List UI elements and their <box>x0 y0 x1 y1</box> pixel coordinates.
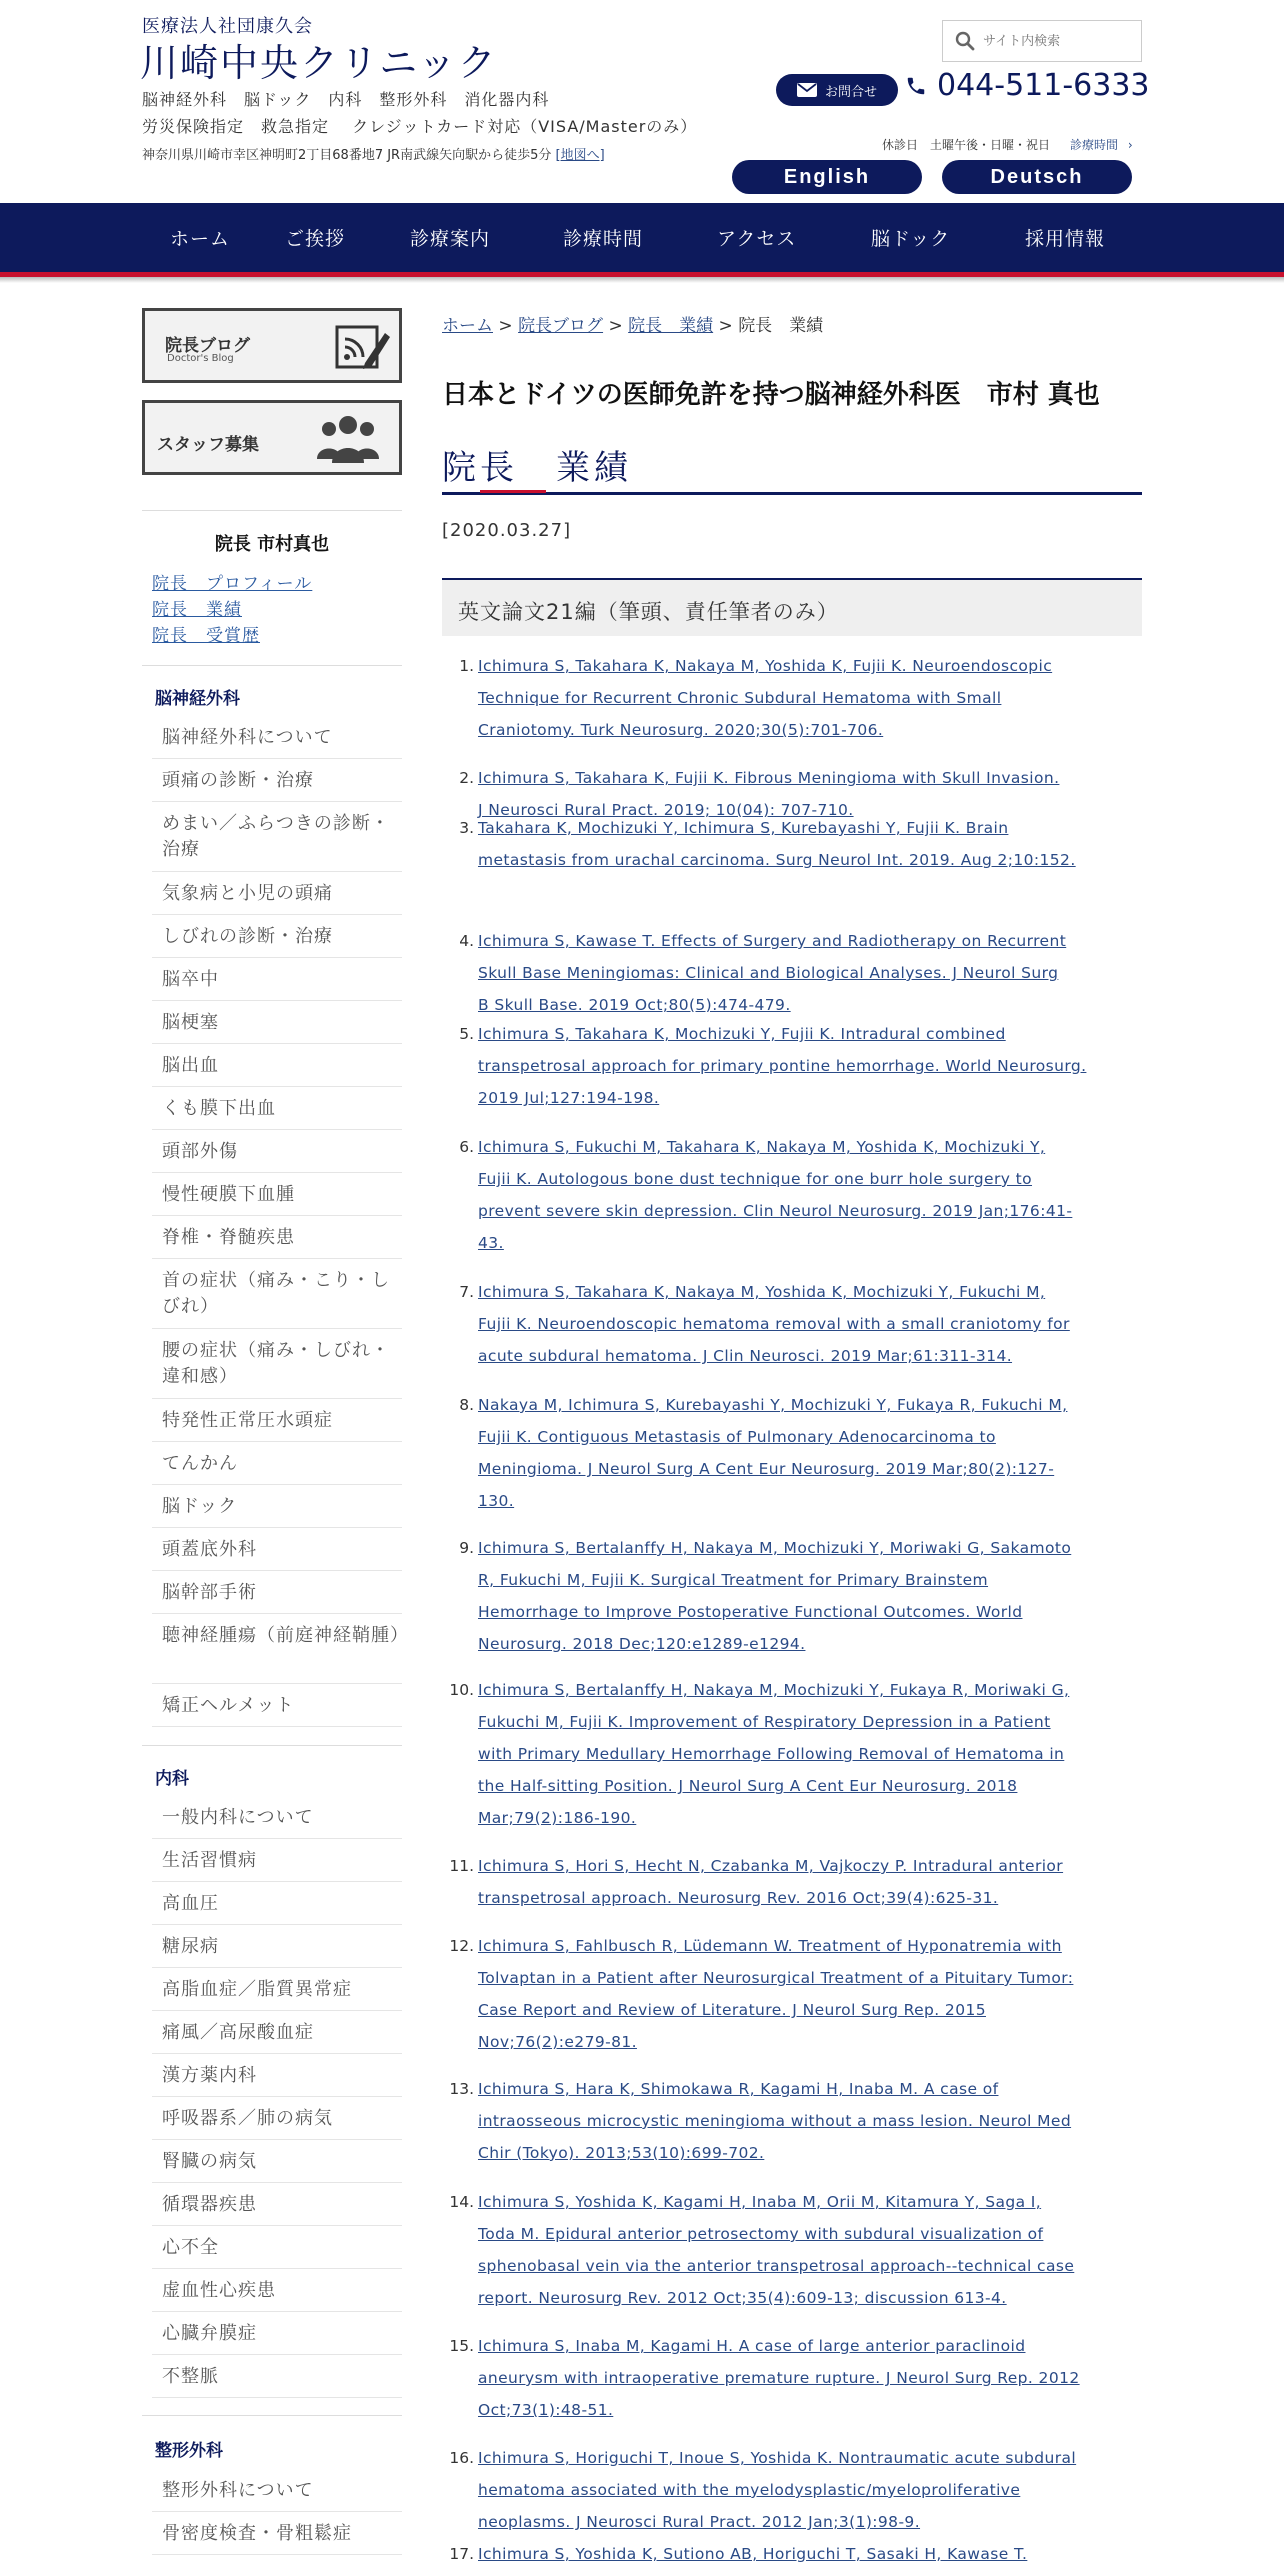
sidebar-menu-divider <box>152 2511 402 2512</box>
publication-link[interactable]: Takahara K, Mochizuki Y, Ichimura S, Kurebayashi Y, Fujii K. Brain metastasis from urachal carcinoma. Surg Neurol Int. 2019. Aug 2;10:152. <box>478 819 1076 869</box>
sidebar-menu-item[interactable]: 腰の症状（痛み・しびれ・違和感） <box>162 1340 390 1387</box>
sidebar-divider <box>142 510 402 511</box>
category-orthopedics: 整形外科 <box>155 2441 223 2461</box>
sidebar-menu-divider <box>152 1924 402 1925</box>
sidebar-menu-divider <box>152 1172 402 1173</box>
publication-link[interactable]: Ichimura S, Bertalanffy H, Nakaya M, Mochizuki Y, Fukaya R, Moriwaki G, Fukuchi M, Fujii K. Improvement of Respiratory Depression in a Patient with Primary Medullary Hemorrhage Following Removal of Hematoma in the Half-sitting Position. J Neurol Surg A Cent Eur Neurosurg. 2018 Mar;79(2):186-190. <box>478 1681 1070 1827</box>
nav-services[interactable]: 診療案内 <box>410 228 491 250</box>
features-line: 労災保険指定 救急指定 クレジットカード対応（VISA/Masterのみ） <box>142 117 698 136</box>
sidebar-menu-divider <box>152 2096 402 2097</box>
sidebar-menu-item[interactable]: 虚血性心疾患 <box>162 2280 276 2301</box>
sidebar-menu-item[interactable]: 脳卒中 <box>162 969 219 990</box>
address-text: 神奈川県川崎市幸区神明町2丁目68番地7 JR南武線矢向駅から徒歩5分 <box>142 148 552 163</box>
search-icon <box>955 31 975 51</box>
publication-number: 2. <box>459 769 474 787</box>
sidebar-menu-item[interactable]: 聴神経腫瘍（前庭神経鞘腫） <box>162 1625 409 1646</box>
phone-icon <box>905 75 927 97</box>
publication-item <box>449 1850 1144 1914</box>
sidebar-menu-item[interactable]: めまい／ふらつきの診断・治療 <box>162 813 390 860</box>
publication-item <box>459 1276 1144 1372</box>
clinic-logo[interactable]: 川崎中央クリニック <box>140 41 498 85</box>
sidebar-menu-item[interactable]: 一般内科について <box>162 1807 314 1828</box>
sidebar-menu-item[interactable]: 呼吸器系／肺の病気 <box>162 2108 333 2129</box>
sidebar-menu-divider <box>152 1129 402 1130</box>
director-achievements-link[interactable]: 院長 業績 <box>152 600 242 620</box>
publication-number: 15. <box>449 2337 474 2355</box>
sidebar-menu-item[interactable]: くも膜下出血 <box>162 1098 276 1119</box>
publication-number: 12. <box>449 1937 474 1955</box>
sidebar-menu-divider <box>152 957 402 958</box>
publication-link[interactable]: Nakaya M, Ichimura S, Kurebayashi Y, Mochizuki Y, Fukaya R, Fukuchi M, Fujii K. Contiguous Metastasis of Pulmonary Adenocarcinoma to Meningioma. J Neurol Surg A Cent Eur Neurosurg. 2019 Mar;80(2):127- 130. <box>478 1396 1068 1510</box>
map-link[interactable]: [地図へ] <box>555 148 605 163</box>
sidebar-menu-item[interactable]: 脳梗塞 <box>162 1012 219 1033</box>
publication-item <box>459 1389 1144 1517</box>
publication-item <box>459 1131 1144 1259</box>
publication-number: 3. <box>459 819 474 837</box>
publication-number: 5. <box>459 1025 474 1043</box>
breadcrumb-home[interactable]: ホーム <box>442 316 493 336</box>
sidebar-menu-divider <box>152 2268 402 2269</box>
staff-people-icon <box>315 413 381 467</box>
deutsch-button[interactable]: Deutsch <box>942 160 1132 194</box>
sidebar-menu-divider <box>152 871 402 872</box>
sidebar-menu-divider <box>152 1328 402 1329</box>
publication-number: 17. <box>449 2545 474 2563</box>
chevron-right-icon: › <box>1127 138 1133 152</box>
publication-number: 1. <box>459 657 474 675</box>
sidebar-menu-item[interactable]: 特発性正常圧水頭症 <box>162 1410 333 1431</box>
sidebar-menu-item[interactable]: 脳出血 <box>162 1055 219 1076</box>
sidebar-menu-divider <box>152 758 402 759</box>
sidebar-menu-item[interactable]: 慢性硬膜下血腫 <box>162 1184 295 1205</box>
nav-brain-dock[interactable]: 脳ドック <box>871 228 951 250</box>
sidebar-menu-divider <box>152 2354 402 2355</box>
english-button[interactable]: English <box>732 160 922 194</box>
sidebar-menu-item[interactable]: 脳ドック <box>162 1496 238 1517</box>
director-awards-link[interactable]: 院長 受賞歴 <box>152 626 260 646</box>
section-underline <box>442 492 1142 495</box>
director-heading: 院長 市村真也 <box>214 534 330 555</box>
sidebar-menu-divider <box>152 1215 402 1216</box>
section-title: 院長 業績 <box>442 448 632 488</box>
publication-number: 14. <box>449 2193 474 2211</box>
publication-link[interactable]: Ichimura S, Takahara K, Nakaya M, Yoshida K, Fujii K. Neuroendoscopic Technique for Recurrent Chronic Subdural Hematoma with Small Craniotomy. Turk Neurosurg. 2020;30(5):701-706. <box>478 657 1053 739</box>
publication-number: 6. <box>459 1138 474 1156</box>
sidebar-menu-divider <box>152 801 402 802</box>
staff-banner-title: スタッフ募集 <box>157 435 259 455</box>
sidebar-menu-divider <box>152 1967 402 1968</box>
sidebar-menu-divider <box>152 2397 402 2398</box>
publication-link[interactable]: Ichimura S, Hori S, Hecht N, Czabanka M, Vajkoczy P. Intradural anterior transpetrosal approach. Neurosurg Rev. 2016 Oct;39(4):625-31. <box>478 1857 1064 1907</box>
publication-item <box>459 925 1144 1021</box>
page-title: 日本とドイツの医師免許を持つ脳神経外科医 市村 真也 <box>442 380 1100 410</box>
blog-banner[interactable] <box>142 308 402 383</box>
sidebar-menu-divider <box>152 1683 402 1684</box>
publication-link[interactable]: Ichimura S, Takahara K, Fujii K. Fibrous Meningioma with Skull Invasion. J Neurosci Rural Pract. 2019; 10(04): 707-710. <box>478 769 1060 819</box>
sidebar-menu-divider <box>152 2554 402 2555</box>
publication-number: 13. <box>449 2080 474 2098</box>
publication-item <box>449 2073 1144 2169</box>
publication-number: 16. <box>449 2449 474 2467</box>
sidebar-menu-item[interactable]: 気象病と小児の頭痛 <box>162 883 333 904</box>
publication-item <box>449 2538 1144 2568</box>
sidebar-menu-item[interactable]: 高脂血症／脂質異常症 <box>162 1979 352 2000</box>
subheading-box <box>442 578 1142 636</box>
breadcrumb <box>442 311 823 336</box>
sidebar-menu-divider <box>152 1570 402 1571</box>
nav-greeting[interactable]: ご挨拶 <box>285 228 346 250</box>
category-neurosurgery: 脳神経外科 <box>155 689 240 709</box>
sidebar-menu-item[interactable]: 心不全 <box>162 2237 219 2258</box>
phone-number[interactable] <box>905 68 1150 103</box>
publication-link[interactable]: Ichimura S, Takahara K, Mochizuki Y, Fujii K. Intradural combined transpetrosal approach for primary pontine hemorrhage. World Neurosurg. 2019 Jul;127:194-198. <box>478 1025 1087 1107</box>
sidebar-menu-divider <box>152 1441 402 1442</box>
publication-item <box>449 1674 1144 1834</box>
hours-link-label: 診療時間 <box>1070 138 1119 152</box>
publication-number: 8. <box>459 1396 474 1414</box>
sidebar-menu-item[interactable]: 糖尿病 <box>162 1936 219 1957</box>
address <box>142 144 605 163</box>
sidebar-menu-divider <box>152 1613 402 1614</box>
sidebar-menu-item[interactable]: 脳神経外科について <box>162 727 333 748</box>
sidebar-menu-item[interactable]: 脊椎・脊髄疾患 <box>162 1227 295 1248</box>
sidebar-menu-item[interactable]: 首の症状（痛み・こり・しびれ） <box>162 1270 390 1317</box>
sidebar-menu-divider <box>152 1484 402 1485</box>
mail-icon <box>797 83 817 97</box>
phone-text: 044-511-6333 <box>937 68 1150 103</box>
sidebar-menu-divider <box>152 2182 402 2183</box>
blog-banner-title: 院長ブログ <box>165 336 250 356</box>
director-profile-link[interactable]: 院長 プロフィール <box>152 574 313 594</box>
publication-number: 10. <box>449 1681 474 1699</box>
sidebar-menu-divider <box>152 1881 402 1882</box>
hours-link[interactable] <box>1070 136 1133 153</box>
publication-link[interactable]: Ichimura S, Fukuchi M, Takahara K, Nakaya M, Yoshida K, Mochizuki Y, Fujii K. Autologous bone dust technique for one burr hole surgery to prevent severe skin depression. Clin Neurol Neurosurg. 2019 Jan;176:41- 43. <box>478 1138 1073 1252</box>
blog-edit-icon <box>335 323 391 373</box>
sidebar-menu-item[interactable]: 骨密度検査・骨粗鬆症 <box>162 2523 352 2544</box>
org-name[interactable]: 医療法人社団康久会 <box>142 16 313 37</box>
publication-number: 11. <box>449 1857 474 1875</box>
breadcrumb-separator: > <box>493 316 519 336</box>
sidebar-menu-item[interactable]: 頭痛の診断・治療 <box>162 770 314 791</box>
site-search[interactable] <box>942 20 1142 62</box>
sidebar-menu-divider <box>152 1527 402 1528</box>
publication-item <box>459 650 1144 746</box>
sidebar-menu-divider <box>152 1726 402 1727</box>
sidebar-menu-divider <box>152 2053 402 2054</box>
departments-line: 脳神経外科 脳ドック 内科 整形外科 消化器内科 <box>142 90 550 109</box>
search-input[interactable] <box>983 34 1133 49</box>
nav-recruit[interactable]: 採用情報 <box>1025 228 1106 250</box>
publication-link[interactable]: Ichimura S, Yoshida K, Kagami H, Inaba M, Orii M, Kitamura Y, Saga I, Toda M. Epidural anterior petrosectomy with subdural visualization of sphenobasal vein via the anterior transpetrosal approach--technical case report. Neurosurg Rev. 2012 Oct;35(4):609-13; discussion 613-4. <box>478 2193 1075 2307</box>
sidebar-menu-divider <box>152 2139 402 2140</box>
sidebar-menu-item[interactable]: 生活習慣病 <box>162 1850 257 1871</box>
sidebar-menu-divider <box>152 2010 402 2011</box>
breadcrumb-blog[interactable]: 院長ブログ <box>518 316 604 336</box>
publication-link[interactable]: Ichimura S, Fahlbusch R, Lüdemann W. Treatment of Hyponatremia with Tolvaptan in a Patient after Neurosurgical Treatment of a Pituitary Tumor: Case Report and Review of Literature. J Neurol Surg Rep. 2015 Nov;76(2):e279-81. <box>478 1937 1074 2051</box>
post-date: [2020.03.27] <box>442 520 572 541</box>
sidebar-menu-item[interactable]: 整形外科について <box>162 2480 314 2501</box>
sidebar-menu-divider <box>152 914 402 915</box>
breadcrumb-separator: > <box>603 316 629 336</box>
site-header <box>0 0 1284 203</box>
sidebar-menu-divider <box>152 1086 402 1087</box>
publication-item <box>449 2186 1144 2314</box>
contact-label: お問合せ <box>824 84 877 100</box>
publication-item <box>459 1532 1144 1660</box>
sidebar-menu-divider <box>152 1398 402 1399</box>
sidebar-menu-item[interactable]: 高血圧 <box>162 1893 219 1914</box>
publication-link[interactable]: Ichimura S, Bertalanffy H, Nakaya M, Mochizuki Y, Moriwaki G, Sakamoto R, Fukuchi M, Fujii K. Surgical Treatment for Primary Brainstem Hemorrhage to Improve Postoperative Functional Outcomes. World Neurosurg. 2018 Dec;120:e1289-e1294. <box>478 1539 1072 1653</box>
nav-hours[interactable]: 診療時間 <box>563 228 644 250</box>
contact-button[interactable] <box>776 74 898 106</box>
breadcrumb-current: 院長 業績 <box>738 316 824 336</box>
publication-item <box>449 1930 1144 2058</box>
sidebar-menu-divider <box>152 1258 402 1259</box>
breadcrumb-separator: > <box>713 316 739 336</box>
publication-link[interactable]: Ichimura S, Yoshida K, Sutiono AB, Horiguchi T, Sasaki H, Kawase T. <box>478 2545 1028 2563</box>
nav-shadow <box>0 277 1284 283</box>
sidebar-divider <box>142 1745 402 1746</box>
sidebar-menu-item[interactable]: しびれの診断・治療 <box>162 926 333 947</box>
sidebar-menu-divider <box>152 1043 402 1044</box>
publication-item <box>459 1018 1144 1114</box>
publication-link[interactable]: Ichimura S, Horiguchi T, Inoue S, Yoshida K. Nontraumatic acute subdural hematoma associated with the myelodysplastic/myeloproliferative neoplasms. J Neurosci Rural Pract. 2012 Jan;3(1):98-9. <box>478 2449 1077 2531</box>
sidebar-menu-item[interactable]: 腎臓の病気 <box>162 2151 257 2172</box>
sidebar-menu-item[interactable]: てんかん <box>162 1453 238 1474</box>
sidebar-menu-item[interactable]: 心臓弁膜症 <box>162 2323 257 2344</box>
publication-item <box>449 2442 1144 2538</box>
publication-number: 7. <box>459 1283 474 1301</box>
closed-days: 休診日 土曜午後・日曜・祝日 <box>882 138 1051 152</box>
sidebar-menu-item[interactable]: 漢方薬内科 <box>162 2065 257 2086</box>
subheading: 英文論文21編（筆頭、責任筆者のみ） <box>458 600 839 624</box>
blog-banner-subtitle: Doctor's Blog <box>167 353 234 364</box>
staff-banner[interactable] <box>142 400 402 475</box>
publication-number: 9. <box>459 1539 474 1557</box>
publication-number: 4. <box>459 932 474 950</box>
sidebar-menu-item[interactable]: 頭蓋底外科 <box>162 1539 257 1560</box>
sidebar-divider <box>142 665 402 666</box>
publication-item <box>459 812 1144 876</box>
sidebar-menu-item[interactable]: 矯正ヘルメット <box>162 1695 295 1716</box>
sidebar-menu-item[interactable]: 頭部外傷 <box>162 1141 238 1162</box>
sidebar-menu-item[interactable]: 痛風／高尿酸血症 <box>162 2022 314 2043</box>
sidebar-menu-divider <box>152 1838 402 1839</box>
publication-link[interactable]: Ichimura S, Inaba M, Kagami H. A case of large anterior paraclinoid aneurysm with intraoperative premature rupture. J Neurol Surg Rep. 2012 Oct;73(1):48-51. <box>478 2337 1080 2419</box>
section-accent <box>480 490 546 493</box>
sidebar-menu-item[interactable]: 不整脈 <box>162 2366 219 2387</box>
nav-access[interactable]: アクセス <box>717 228 797 250</box>
category-internal-medicine: 内科 <box>155 1769 189 1789</box>
publication-link[interactable]: Ichimura S, Hara K, Shimokawa R, Kagami H, Inaba M. A case of intraosseous microcystic meningioma without a mass lesion. Neurol Med Chir (Tokyo). 2013;53(10):699-702. <box>478 2080 1072 2162</box>
breadcrumb-achievements[interactable]: 院長 業績 <box>628 316 714 336</box>
publication-link[interactable]: Ichimura S, Kawase T. Effects of Surgery and Radiotherapy on Recurrent Skull Base Meningiomas: Clinical and Biological Analyses. J Neurol Surg B Skull Base. 2019 Oct;80(5):474-479. <box>478 932 1067 1014</box>
sidebar-menu-item[interactable]: 脳幹部手術 <box>162 1582 257 1603</box>
sidebar-menu-divider <box>152 2311 402 2312</box>
sidebar-menu-item[interactable]: 循環器疾患 <box>162 2194 257 2215</box>
publication-link[interactable]: Ichimura S, Takahara K, Nakaya M, Yoshida K, Mochizuki Y, Fukuchi M, Fujii K. Neuroendoscopic hematoma removal with a small craniotomy for acute subdural hematoma. J Clin Neurosci. 2019 Mar;61:311-314. <box>478 1283 1070 1365</box>
sidebar-menu-divider <box>152 2225 402 2226</box>
sidebar-menu-divider <box>152 1000 402 1001</box>
sidebar-divider <box>142 2415 402 2416</box>
publication-item <box>449 2330 1144 2426</box>
nav-home[interactable]: ホーム <box>170 228 231 250</box>
